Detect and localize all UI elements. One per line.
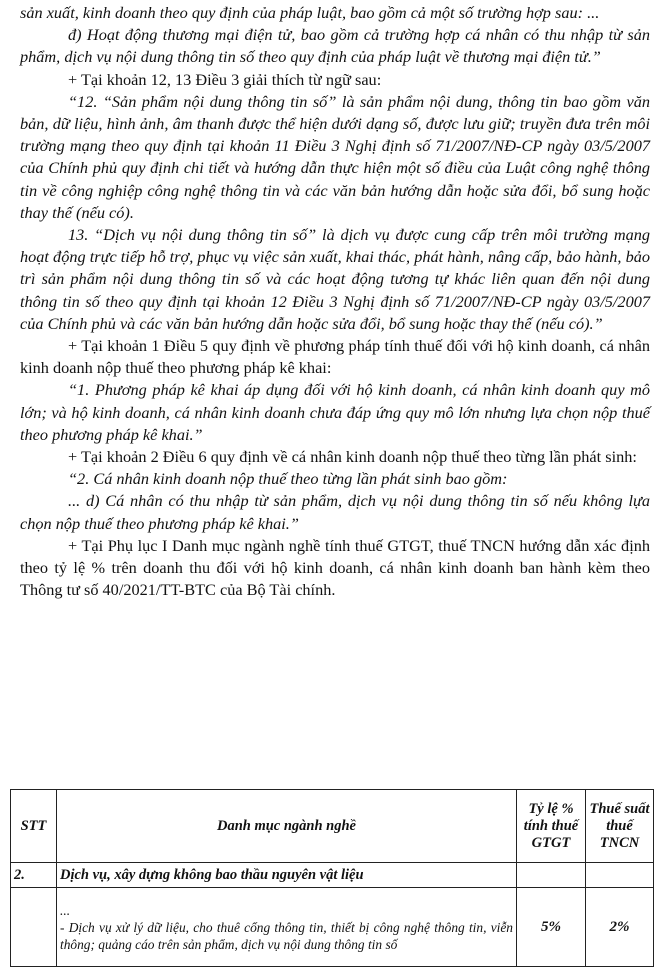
item-description-cell bbox=[57, 888, 517, 967]
document-body bbox=[20, 2, 650, 601]
section-stt: 2. bbox=[11, 863, 57, 888]
header-pit-rate: Thuế suất thuế TNCN bbox=[586, 790, 654, 863]
paragraph: + Tại khoản 2 Điều 6 quy định về cá nhân kinh doanh nộp thuế theo từng lần phát sinh: bbox=[68, 447, 637, 467]
item-description: - Dịch vụ xử lý dữ liệu, cho thuê cổng thông tin, thiết bị công nghệ thông tin, viễn thông; quảng cáo trên sản phẩm, dịch vụ nội dung thông tin số bbox=[60, 919, 513, 952]
tax-rate-table bbox=[10, 789, 654, 967]
paragraph: + Tại khoản 1 Điều 5 quy định về phương pháp tính thuế đối với hộ kinh doanh, cá nhân kinh doanh nộp thuế theo phương pháp kê khai: bbox=[20, 336, 650, 378]
table-section-row bbox=[11, 863, 654, 888]
paragraph: “1. Phương pháp kê khai áp dụng đối với hộ kinh doanh, cá nhân kinh doanh quy mô lớn; và hộ kinh doanh, cá nhân kinh doanh chưa đáp ứng quy mô lớn nhưng lựa chọn nộp thuế theo phương pháp kê khai.” bbox=[20, 380, 650, 444]
item-ellipsis: ... bbox=[60, 902, 71, 918]
paragraph: + Tại khoản 12, 13 Điều 3 giải thích từ ngữ sau: bbox=[68, 69, 382, 89]
paragraph: đ) Hoạt động thương mại điện tử, bao gồm cả trường hợp cá nhân có thu nhập từ sản phẩm, dịch vụ nội dung thông tin số theo quy định của pháp luật về thương mại điện tử.” bbox=[20, 25, 650, 67]
item-stt-cell bbox=[11, 888, 57, 967]
paragraph: + Tại Phụ lục I Danh mục ngành nghề tính thuế GTGT, thuế TNCN hướng dẫn xác định theo tỷ lệ % trên doanh thu đối với hộ kinh doanh, cá nhân kinh doanh ban hành kèm theo Thông tư số 40/2021/TT-BTC của Bộ Tài chính. bbox=[20, 535, 650, 600]
section-vat-cell bbox=[517, 863, 586, 888]
item-vat-rate: 5% bbox=[517, 888, 586, 967]
header-stt: STT bbox=[11, 790, 57, 863]
header-vat-rate: Tỷ lệ % tính thuế GTGT bbox=[517, 790, 586, 863]
item-pit-rate: 2% bbox=[586, 888, 654, 967]
header-category: Danh mục ngành nghề bbox=[57, 790, 517, 863]
table-header-row bbox=[11, 790, 654, 863]
paragraph: “12. “Sản phẩm nội dung thông tin số” là sản phẩm nội dung, thông tin bao gồm văn bản, dữ liệu, hình ảnh, âm thanh được thể hiện dưới dạng số, được lưu giữ; truyền đưa trên môi trường mạng theo quy định tại khoản 11 Điều 3 Nghị định số 71/2007/NĐ-CP ngày 03/5/2007 của Chính phủ quy định chi tiết và hướng dẫn thực hiện một số điều của Luật công nghệ thông tin về công nghiệp công nghệ thông tin và các văn bản hướng dẫn hoặc sửa đổi, bổ sung hoặc thay thế (nếu có). bbox=[20, 91, 650, 222]
paragraph: 13. “Dịch vụ nội dung thông tin số” là dịch vụ được cung cấp trên môi trường mạng hoạt động trực tiếp hỗ trợ, phục vụ việc sản xuất, khai thác, phát hành, nâng cấp, bảo hành, bảo trì sản phẩm nội dung thông tin số và các hoạt động tương tự khác liên quan đến nội dung thông tin số theo quy định tại khoản 12 Điều 3 Nghị định số 71/2007/NĐ-CP ngày 03/5/2007 của Chính phủ và các văn bản hướng dẫn hoặc sửa đổi, bổ sung hoặc thay thế (nếu có).” bbox=[20, 225, 650, 333]
section-pit-cell bbox=[586, 863, 654, 888]
section-title: Dịch vụ, xây dựng không bao thầu nguyên vật liệu bbox=[57, 863, 517, 888]
paragraph: “2. Cá nhân kinh doanh nộp thuế theo từng lần phát sinh bao gồm: bbox=[68, 469, 508, 489]
table-row bbox=[11, 888, 654, 967]
paragraph: ... d) Cá nhân có thu nhập từ sản phẩm, dịch vụ nội dung thông tin số nếu không lựa chọn nộp thuế theo phương pháp kê khai.” bbox=[20, 491, 650, 533]
paragraph: sản xuất, kinh doanh theo quy định của pháp luật, bao gồm cả một số trường hợp sau: ... bbox=[20, 3, 600, 22]
